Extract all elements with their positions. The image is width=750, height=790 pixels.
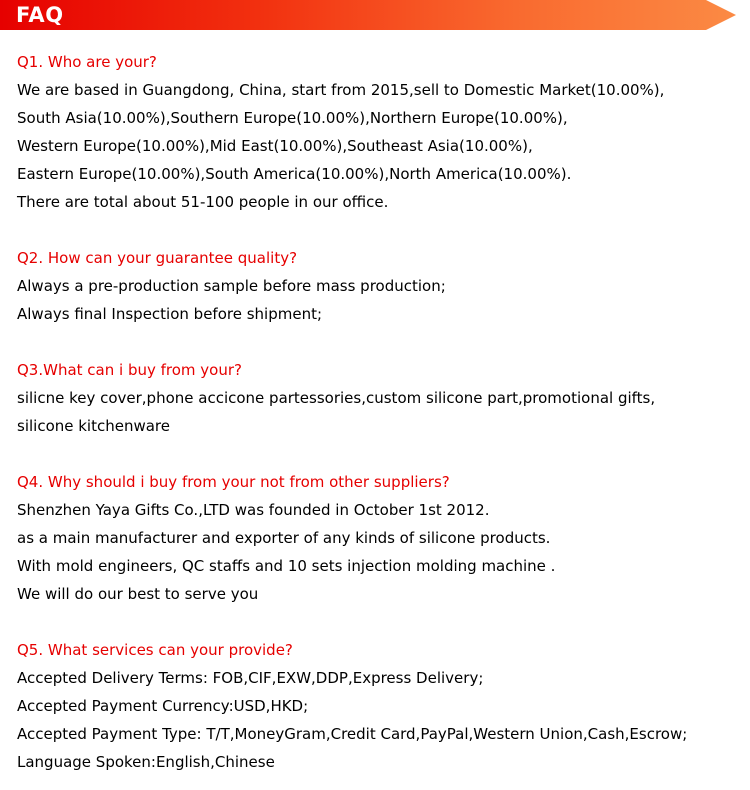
section-spacer bbox=[17, 216, 750, 244]
faq-content bbox=[17, 48, 750, 776]
faq-banner bbox=[0, 0, 736, 30]
faq-answer-line: Accepted Payment Currency:USD,HKD; bbox=[17, 697, 309, 715]
faq-question-2: Q2. How can your guarantee quality? bbox=[17, 249, 298, 267]
faq-answer-line: Always final Inspection before shipment; bbox=[17, 305, 323, 323]
faq-answer-line: Western Europe(10.00%),Mid East(10.00%),Southeast Asia(10.00%), bbox=[17, 137, 533, 155]
faq-answer-line: Always a pre-production sample before mass production; bbox=[17, 277, 446, 295]
faq-answer-line: silicne key cover,phone accicone partessories,custom silicone part,promotional gifts, bbox=[17, 389, 656, 407]
section-spacer bbox=[17, 440, 750, 468]
faq-question-5: Q5. What services can your provide? bbox=[17, 641, 293, 659]
faq-answer-line: South Asia(10.00%),Southern Europe(10.00%),Northern Europe(10.00%), bbox=[17, 109, 568, 127]
faq-title: FAQ bbox=[16, 3, 64, 27]
faq-answer-line: There are total about 51-100 people in our office. bbox=[17, 193, 389, 211]
faq-answer-line: Language Spoken:English,Chinese bbox=[17, 753, 275, 771]
section-spacer bbox=[17, 608, 750, 636]
faq-answer-line: as a main manufacturer and exporter of any kinds of silicone products. bbox=[17, 529, 551, 547]
faq-answer-line: silicone kitchenware bbox=[17, 417, 170, 435]
faq-answer-line: Shenzhen Yaya Gifts Co.,LTD was founded in October 1st 2012. bbox=[17, 501, 490, 519]
faq-question-3: Q3.What can i buy from your? bbox=[17, 361, 242, 379]
faq-question-1: Q1. Who are your? bbox=[17, 53, 157, 71]
faq-answer-line: Accepted Delivery Terms: FOB,CIF,EXW,DDP,Express Delivery; bbox=[17, 669, 484, 687]
faq-answer-line: We will do our best to serve you bbox=[17, 585, 259, 603]
section-spacer bbox=[17, 328, 750, 356]
faq-answer-line: With mold engineers, QC staffs and 10 sets injection molding machine . bbox=[17, 557, 556, 575]
faq-answer-line: We are based in Guangdong, China, start from 2015,sell to Domestic Market(10.00%), bbox=[17, 81, 665, 99]
faq-answer-line: Accepted Payment Type: T/T,MoneyGram,Credit Card,PayPal,Western Union,Cash,Escrow; bbox=[17, 725, 688, 743]
faq-question-4: Q4. Why should i buy from your not from other suppliers? bbox=[17, 473, 450, 491]
faq-answer-line: Eastern Europe(10.00%),South America(10.00%),North America(10.00%). bbox=[17, 165, 572, 183]
